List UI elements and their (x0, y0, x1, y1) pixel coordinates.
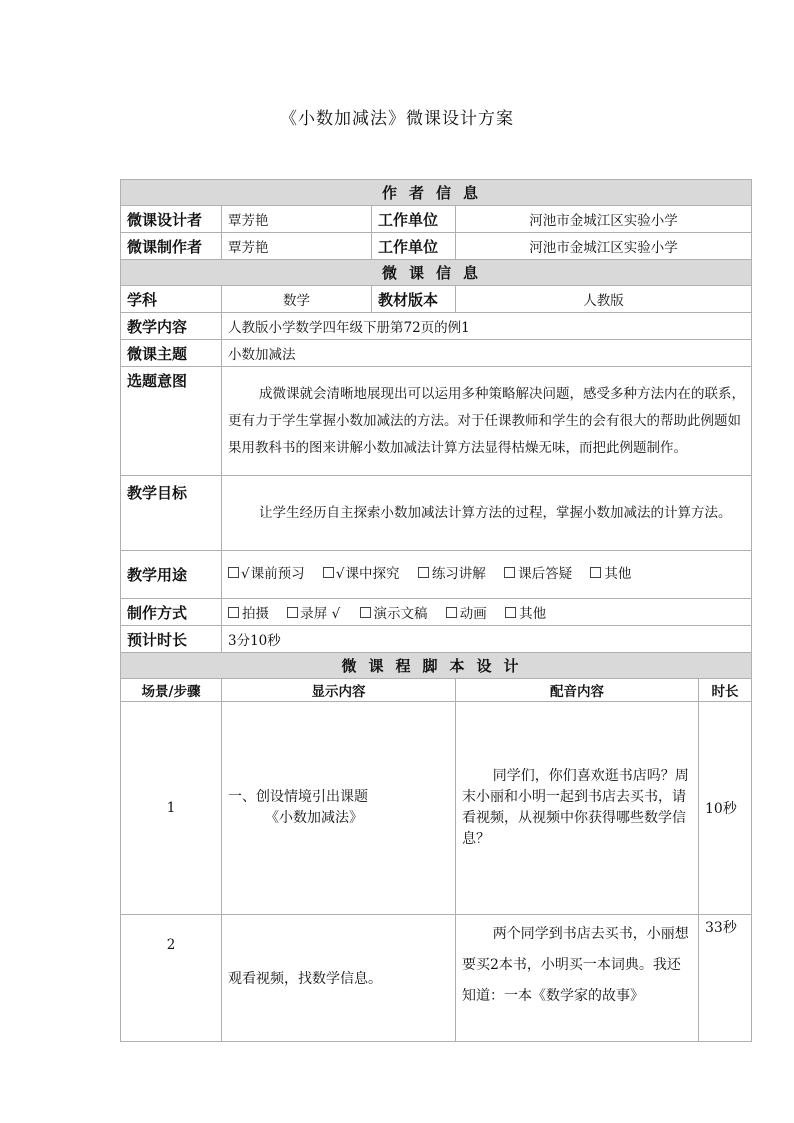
duration-value: 3分10秒 (222, 626, 752, 653)
duration-label: 预计时长 (121, 626, 222, 653)
script-column-header-row (121, 679, 752, 702)
method-option-label: 演示文稿 (373, 606, 428, 622)
producer-row (121, 233, 752, 260)
use-option[interactable] (418, 562, 486, 587)
checkbox-icon (590, 567, 601, 578)
design-plan-table (120, 179, 752, 1042)
use-option-label: 课中探究 (345, 566, 400, 582)
unit-value: 河池市金城江区实验小学 (456, 233, 752, 260)
theme-label: 微课主题 (121, 340, 222, 367)
duration-row (121, 626, 752, 653)
scene-step: 1 (121, 702, 222, 915)
theme-value: 小数加减法 (222, 340, 752, 367)
lesson-section-header: 微课信息 (121, 260, 752, 286)
use-option-label: 其他 (604, 566, 632, 582)
checkbox-icon (505, 607, 516, 618)
checkbox-icon (228, 567, 239, 578)
scene-duration: 33秒 (699, 915, 752, 1042)
use-option[interactable] (504, 562, 572, 587)
scene-voiceover: 两个同学到书店去买书，小丽想要买2本书，小明买一本词典。我还知道：一本《数学家的故事》 (456, 915, 699, 1042)
content-label: 教学内容 (121, 313, 222, 340)
producer-value: 覃芳艳 (222, 233, 372, 260)
designer-value: 覃芳艳 (222, 206, 372, 233)
use-option-label: 课后答疑 (518, 566, 573, 582)
designer-label: 微课设计者 (121, 206, 222, 233)
scene-step: 2 (121, 915, 222, 1042)
lesson-section-header-row (121, 260, 752, 286)
script-section-header-row (121, 653, 752, 679)
author-section-header: 作者信息 (121, 180, 752, 206)
column-header-duration: 时长 (699, 679, 752, 702)
checkmark: √ (331, 606, 341, 622)
subject-value: 数学 (222, 286, 372, 313)
unit-value: 河池市金城江区实验小学 (456, 206, 752, 233)
content-value: 人教版小学数学四年级下册第72页的例1 (222, 313, 752, 340)
subject-row (121, 286, 752, 313)
method-options (222, 599, 752, 626)
goal-row (121, 476, 752, 551)
producer-label: 微课制作者 (121, 233, 222, 260)
edition-value: 人教版 (456, 286, 752, 313)
checkbox-icon (323, 567, 334, 578)
intent-row (121, 367, 752, 476)
content-row (121, 313, 752, 340)
edition-label: 教材版本 (372, 286, 456, 313)
checkmark: √ (335, 566, 345, 582)
method-label: 制作方式 (121, 599, 222, 626)
checkbox-icon (504, 567, 515, 578)
use-row (121, 551, 752, 599)
use-options (222, 551, 752, 599)
method-option[interactable] (287, 602, 341, 622)
use-option[interactable] (323, 562, 400, 587)
subject-label: 学科 (121, 286, 222, 313)
designer-row (121, 206, 752, 233)
use-option[interactable] (228, 562, 305, 587)
script-row (121, 702, 752, 915)
goal-value: 让学生经历自主探索小数加减法计算方法的过程，掌握小数加减法的计算方法。 (222, 476, 752, 551)
script-row (121, 915, 752, 1042)
use-label: 教学用途 (121, 551, 222, 599)
scene-voiceover: 同学们，你们喜欢逛书店吗？周末小丽和小明一起到书店去买书，请看视频，从视频中你获得哪些数学信息？ (456, 702, 699, 915)
scene-display (222, 702, 456, 915)
document-title: 《小数加减法》微课设计方案 (280, 109, 514, 129)
use-option-label: 课前预习 (250, 566, 305, 582)
method-option-label: 拍摄 (242, 606, 269, 622)
column-header-display: 显示内容 (222, 679, 456, 702)
checkbox-icon (446, 607, 457, 618)
intent-label: 选题意图 (121, 367, 222, 476)
method-option-label: 录屏 (300, 606, 328, 622)
column-header-voiceover: 配音内容 (456, 679, 699, 702)
intent-value: 成微课就会清晰地展现出可以运用多种策略解决问题，感受多种方法内在的联系，更有力于学生掌握小数加减法的方法。对于任课教师和学生的会有很大的帮助此例题如果用教科书的图来讲解小数加减法计算方法显得枯燥无味，而把此例题制作。 (222, 367, 752, 476)
goal-label: 教学目标 (121, 476, 222, 551)
method-option[interactable] (228, 602, 269, 622)
checkbox-icon (287, 607, 298, 618)
use-option-label: 练习讲解 (431, 566, 486, 582)
theme-row (121, 340, 752, 367)
checkmark: √ (241, 566, 250, 582)
method-option[interactable] (360, 602, 428, 622)
checkbox-icon (360, 607, 371, 618)
method-option-label: 动画 (459, 606, 487, 622)
use-option[interactable] (590, 562, 631, 587)
unit-label: 工作单位 (372, 206, 456, 233)
method-option-label: 其他 (519, 606, 547, 622)
checkbox-icon (228, 607, 239, 618)
scene-display-line: 一、创设情境引出课题 (228, 789, 368, 805)
unit-label: 工作单位 (372, 233, 456, 260)
scene-duration: 10秒 (699, 702, 752, 915)
checkbox-icon (418, 567, 429, 578)
method-option[interactable] (446, 602, 487, 622)
method-option[interactable] (505, 602, 546, 622)
scene-display: 观看视频，找数学信息。 (222, 915, 456, 1042)
method-row (121, 599, 752, 626)
scene-display-line: 《小数加减法》 (265, 810, 363, 826)
column-header-step: 场景/步骤 (121, 679, 222, 702)
script-section-header: 微课程脚本设计 (121, 653, 752, 679)
author-section-header-row (121, 180, 752, 206)
